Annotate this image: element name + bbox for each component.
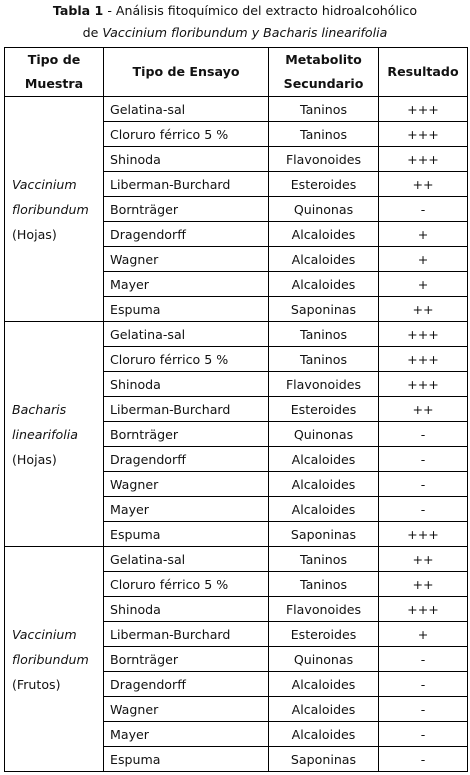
result-cell: ++ (379, 397, 468, 422)
result-cell: - (379, 747, 468, 772)
result-cell: + (379, 272, 468, 297)
sample-name-line1: Vaccinium (12, 176, 77, 192)
result-cell: +++ (379, 122, 468, 147)
result-cell: +++ (379, 347, 468, 372)
result-cell: + (379, 247, 468, 272)
result-cell: - (379, 697, 468, 722)
test-cell: Dragendorff (104, 222, 269, 247)
result-cell: +++ (379, 597, 468, 622)
metabolite-cell: Flavonoides (269, 147, 379, 172)
header-sample-line2: Muestra (24, 76, 84, 91)
test-cell: Liberman-Burchard (104, 172, 269, 197)
sample-cell (5, 97, 104, 322)
test-cell: Mayer (104, 722, 269, 747)
test-cell: Espuma (104, 747, 269, 772)
metabolite-cell: Alcaloides (269, 497, 379, 522)
table-row (5, 97, 468, 122)
header-test-type: Tipo de Ensayo (104, 48, 269, 97)
test-cell: Shinoda (104, 147, 269, 172)
metabolite-cell: Alcaloides (269, 272, 379, 297)
caption-line-2 (0, 22, 470, 44)
test-cell: Espuma (104, 297, 269, 322)
caption-prefix: de (82, 25, 103, 40)
test-cell: Dragendorff (104, 672, 269, 697)
metabolite-cell: Saponinas (269, 522, 379, 547)
table-row (5, 547, 468, 572)
result-cell: ++ (379, 172, 468, 197)
caption-title: - Análisis fitoquímico del extracto hidroalcohólico (103, 3, 418, 18)
test-cell: Bornträger (104, 197, 269, 222)
metabolite-cell: Taninos (269, 97, 379, 122)
result-cell: - (379, 197, 468, 222)
metabolite-cell: Alcaloides (269, 447, 379, 472)
metabolite-cell: Taninos (269, 547, 379, 572)
caption-label: Tabla 1 (52, 3, 104, 18)
test-cell: Mayer (104, 272, 269, 297)
caption-species: Vaccinium floribundum y Bacharis linearifolia (102, 25, 388, 40)
metabolite-cell: Saponinas (269, 297, 379, 322)
header-metabolite-line2: Secundario (283, 76, 364, 91)
metabolite-cell: Esteroides (269, 397, 379, 422)
sample-cell (5, 547, 104, 772)
metabolite-cell: Quinonas (269, 197, 379, 222)
result-cell: - (379, 472, 468, 497)
header-metabolite (269, 48, 379, 97)
metabolite-cell: Alcaloides (269, 722, 379, 747)
test-cell: Cloruro férrico 5 % (104, 572, 269, 597)
sample-part: (Frutos) (12, 676, 61, 692)
header-metabolite-line1: Metabolito (285, 52, 362, 67)
result-cell: +++ (379, 97, 468, 122)
metabolite-cell: Taninos (269, 322, 379, 347)
result-cell: + (379, 222, 468, 247)
metabolite-cell: Esteroides (269, 622, 379, 647)
phytochemical-table (4, 47, 468, 772)
result-cell: +++ (379, 147, 468, 172)
result-cell: - (379, 722, 468, 747)
sample-cell (5, 322, 104, 547)
result-cell: +++ (379, 322, 468, 347)
test-cell: Gelatina-sal (104, 97, 269, 122)
result-cell: +++ (379, 522, 468, 547)
result-cell: - (379, 447, 468, 472)
test-cell: Espuma (104, 522, 269, 547)
test-cell: Cloruro férrico 5 % (104, 347, 269, 372)
metabolite-cell: Esteroides (269, 172, 379, 197)
metabolite-cell: Alcaloides (269, 697, 379, 722)
metabolite-cell: Quinonas (269, 647, 379, 672)
test-cell: Bornträger (104, 647, 269, 672)
result-cell: - (379, 497, 468, 522)
sample-part: (Hojas) (12, 226, 57, 242)
sample-name-line2: floribundum (12, 651, 89, 667)
table-row (5, 322, 468, 347)
result-cell: - (379, 647, 468, 672)
test-cell: Gelatina-sal (104, 322, 269, 347)
test-cell: Gelatina-sal (104, 547, 269, 572)
header-result: Resultado (379, 48, 468, 97)
test-cell: Wagner (104, 247, 269, 272)
test-cell: Wagner (104, 697, 269, 722)
metabolite-cell: Flavonoides (269, 597, 379, 622)
test-cell: Shinoda (104, 372, 269, 397)
header-row (5, 48, 468, 97)
result-cell: ++ (379, 572, 468, 597)
header-sample-type (5, 48, 104, 97)
test-cell: Bornträger (104, 422, 269, 447)
metabolite-cell: Quinonas (269, 422, 379, 447)
sample-part: (Hojas) (12, 451, 57, 467)
caption-line-1 (0, 0, 470, 22)
result-cell: - (379, 672, 468, 697)
result-cell: +++ (379, 372, 468, 397)
test-cell: Liberman-Burchard (104, 622, 269, 647)
test-cell: Cloruro férrico 5 % (104, 122, 269, 147)
test-cell: Dragendorff (104, 447, 269, 472)
metabolite-cell: Alcaloides (269, 472, 379, 497)
metabolite-cell: Alcaloides (269, 247, 379, 272)
result-cell: ++ (379, 547, 468, 572)
result-cell: + (379, 622, 468, 647)
metabolite-cell: Alcaloides (269, 672, 379, 697)
metabolite-cell: Saponinas (269, 747, 379, 772)
metabolite-cell: Alcaloides (269, 222, 379, 247)
metabolite-cell: Taninos (269, 572, 379, 597)
test-cell: Wagner (104, 472, 269, 497)
metabolite-cell: Taninos (269, 122, 379, 147)
result-cell: - (379, 422, 468, 447)
result-cell: ++ (379, 297, 468, 322)
test-cell: Shinoda (104, 597, 269, 622)
sample-name-line2: floribundum (12, 201, 89, 217)
sample-name-line1: Bacharis (12, 401, 67, 417)
sample-name-line1: Vaccinium (12, 626, 77, 642)
test-cell: Mayer (104, 497, 269, 522)
test-cell: Liberman-Burchard (104, 397, 269, 422)
metabolite-cell: Taninos (269, 347, 379, 372)
metabolite-cell: Flavonoides (269, 372, 379, 397)
sample-name-line2: linearifolia (12, 426, 78, 442)
table-caption (0, 0, 470, 44)
header-sample-line1: Tipo de (27, 52, 81, 67)
